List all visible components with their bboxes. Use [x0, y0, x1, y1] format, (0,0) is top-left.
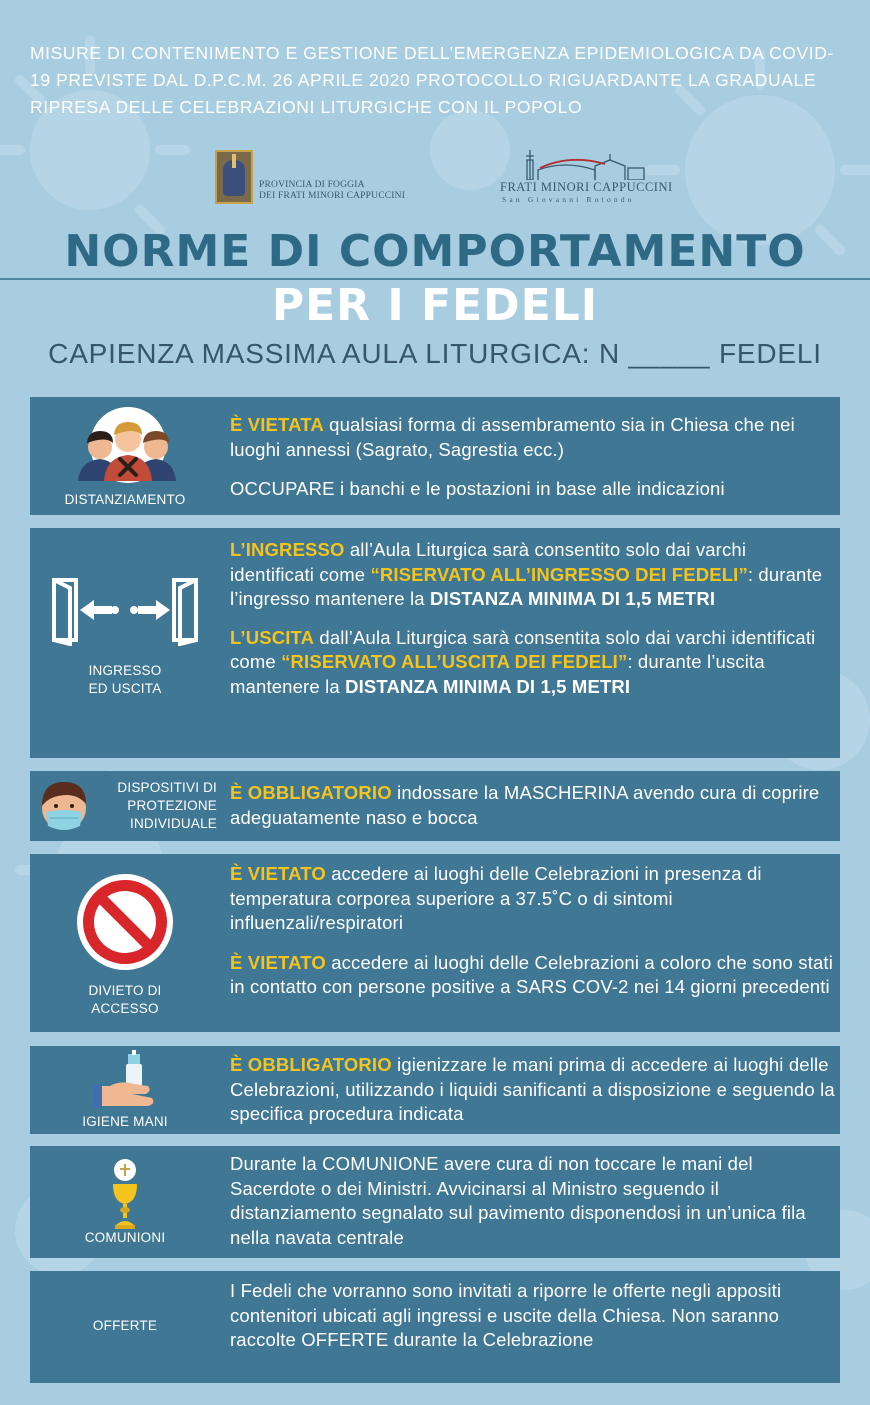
- label-uscita: ED USCITA: [88, 681, 162, 696]
- label-divieto: [30, 982, 220, 1018]
- friars-location: San Giovanni Rotondo: [502, 195, 635, 204]
- hl-vietato-temperatura: È VIETATO: [230, 863, 326, 884]
- capacity-line: CAPIENZA MASSIMA AULA LITURGICA: N _____ FEDELI: [48, 338, 822, 369]
- hl-uscita: L’USCITA: [230, 626, 315, 648]
- panel-divieto: [30, 854, 840, 1032]
- text-ingresso-t1: all’Aula Liturgica sarà consentito solo dai varchi identificati come: [230, 539, 747, 585]
- text-offerte: I Fedeli che vorranno sono invitati a riporre le offerte negli appositi contenitori ubicati agli ingressi e uscite della Chiesa. Non saranno raccolte OFFERTE durante la Celebrazione: [230, 1280, 782, 1350]
- label-distanziamento: DISTANZIAMENTO: [64, 492, 186, 507]
- text-distanziamento: [230, 413, 835, 502]
- province-line2: DEI FRATI MINORI CAPPUCCINI: [259, 191, 406, 201]
- text-igiene-rest: igienizzare le mani prima di accedere ai luoghi delle Celebrazioni, utilizzando i liquidi sanificanti a disposizione e seguendo la specifica procedura indicata: [230, 1054, 835, 1124]
- label-divieto-2: ACCESSO: [91, 1001, 159, 1016]
- friars-logo: [500, 148, 673, 206]
- label-dispositivi-2: PROTEZIONE: [127, 798, 217, 813]
- prohibited-icon: [75, 872, 175, 972]
- chalice-icon: [110, 1158, 140, 1234]
- text-uscita-t2: : durante l’uscita mantenere la: [230, 651, 765, 697]
- hl-obbligatorio-mascherina: È OBBLIGATORIO: [230, 782, 392, 803]
- panel-offerte: [30, 1271, 840, 1383]
- panel-igiene: [30, 1046, 840, 1134]
- text-distanziamento-p1: qualsiasi forma di assembramento sia in Chiesa che nei luoghi annessi (Sagrato, Sagrestia ecc.): [230, 414, 795, 460]
- text-uscita-distanza: DISTANZA MINIMA DI 1,5 METRI: [345, 675, 631, 697]
- hl-riservato-ingresso: “RISERVATO ALL’INGRESSO DEI FEDELI”: [370, 563, 748, 585]
- panel-comunioni: [30, 1146, 840, 1258]
- header-text: MISURE DI CONTENIMENTO E GESTIONE DELL’EMERGENZA EPIDEMIOLOGICA DA COVID-19 PREVISTE DAL D.P.C.M. 26 APRILE 2020 PROTOCOLLO RIGUARDANTE LA GRADUALE RIPRESA DELLE CELEBRAZIONI LITURGICHE CON IL POPOLO: [30, 43, 834, 117]
- text-dispositivi: [230, 781, 835, 830]
- label-comunioni: COMUNIONI: [84, 1230, 166, 1245]
- door-arrows-icon: [50, 576, 200, 646]
- text-igiene: [230, 1053, 835, 1127]
- label-dispositivi-3: INDIVIDUALE: [130, 816, 217, 831]
- province-logo: [215, 150, 405, 204]
- label-dispositivi: [92, 779, 217, 833]
- label-divieto-1: DIVIETO DI: [88, 983, 162, 998]
- hl-ingresso: L’INGRESSO: [230, 539, 345, 560]
- hand-sanitizer-icon: [94, 1050, 164, 1110]
- label-igiene: IGIENE MANI: [82, 1114, 168, 1129]
- title-line1: NORME DI COMPORTAMENTO: [64, 226, 806, 277]
- province-line1: PROVINCIA DI FOGGIA: [259, 180, 365, 190]
- text-divieto-b: accedere ai luoghi delle Celebrazioni a coloro che sono stati in contatto con persone positive a SARS COV-2 nei 14 giorni precedenti: [230, 951, 833, 997]
- hl-obbligatorio-mani: È OBBLIGATORIO: [230, 1054, 392, 1075]
- label-ingresso: INGRESSO: [88, 663, 162, 678]
- label-dispositivi-1: DISPOSITIVI DI: [117, 780, 217, 795]
- text-ingresso-distanza: DISTANZA MINIMA DI 1,5 METRI: [430, 588, 716, 609]
- label-ingresso-uscita: [30, 662, 220, 698]
- panel-ingresso-uscita: [30, 528, 840, 758]
- friars-name: FRATI MINORI CAPPUCCINI: [500, 180, 673, 194]
- text-uscita-t1: dall’Aula Liturgica sarà consentita solo dai varchi identificati come: [230, 626, 816, 672]
- text-dispositivi-rest: indossare la MASCHERINA avendo cura di coprire adeguatamente naso e bocca: [230, 782, 820, 828]
- text-ingresso-uscita: [230, 538, 835, 699]
- text-distanziamento-p2: OCCUPARE i banchi e le postazioni in base alle indicazioni: [230, 478, 725, 499]
- crowd-icon: [70, 405, 180, 483]
- text-divieto-a: accedere ai luoghi delle Celebrazioni in presenza di temperatura corporea superiore a 37.5˚C o di sintomi influenzali/respiratori: [230, 863, 762, 933]
- panel-dispositivi: [30, 771, 840, 841]
- crest-icon: [215, 150, 253, 204]
- text-comunioni: Durante la COMUNIONE avere cura di non toccare le mani del Sacerdote o dei Ministri. Avvicinarsi al Ministro seguendo il distanziamento segnalato sul pavimento disponendosi in un’unica fila nella navata centrale: [230, 1153, 806, 1248]
- hl-vietato-contatto: È VIETATO: [230, 951, 326, 973]
- panel-distanziamento: [30, 397, 840, 515]
- mask-face-icon: [38, 776, 90, 838]
- text-ingresso-t2: : durante l’ingresso mantenere la: [230, 563, 823, 609]
- church-silhouette-icon: [510, 148, 650, 180]
- text-divieto: [230, 862, 835, 1000]
- hl-vietata: È VIETATA: [230, 414, 324, 435]
- hl-riservato-uscita: “RISERVATO ALL’USCITA DEI FEDELI”: [281, 651, 628, 672]
- logos: [0, 148, 870, 208]
- title-line2: PER I FEDELI: [271, 280, 599, 331]
- label-offerte: OFFERTE: [92, 1318, 158, 1333]
